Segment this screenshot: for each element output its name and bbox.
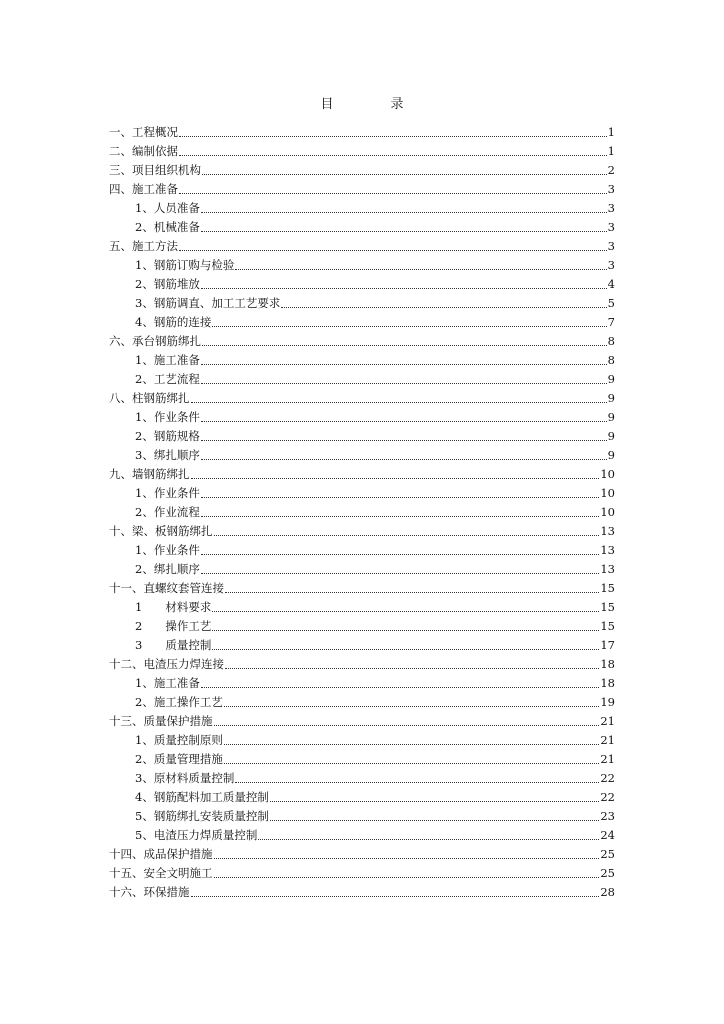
toc-entry[interactable]	[109, 120, 615, 139]
toc-entry-label: 十二、电渣压力焊连接	[109, 657, 224, 671]
toc-subentry[interactable]	[109, 405, 615, 424]
toc-page-number: 24	[600, 828, 615, 842]
toc-page-number: 9	[607, 372, 615, 386]
toc-subentry[interactable]	[109, 633, 615, 652]
toc-entry[interactable]	[109, 709, 615, 728]
dot-leader	[179, 183, 607, 194]
toc-title: 目 录	[320, 97, 426, 112]
dot-leader	[214, 867, 600, 878]
toc-entry-label: 3、钢筋调直、加工工艺要求	[135, 296, 281, 310]
toc-subentry[interactable]	[109, 595, 615, 614]
dot-leader	[201, 677, 600, 688]
toc-entry-label: 4、钢筋配料加工质量控制	[135, 790, 269, 804]
toc-entry-label: 九、墙钢筋绑扎	[109, 467, 190, 481]
toc-subentry[interactable]	[109, 690, 615, 709]
toc-subentry[interactable]	[109, 804, 615, 823]
toc-subentry[interactable]	[109, 823, 615, 842]
toc-page-number: 3	[607, 220, 615, 234]
toc-subentry[interactable]	[109, 785, 615, 804]
toc-entry-label: 1、钢筋订购与检验	[135, 258, 235, 272]
dot-leader	[201, 449, 607, 460]
toc-entry[interactable]	[109, 386, 615, 405]
toc-subentry[interactable]	[109, 671, 615, 690]
dot-leader	[191, 468, 600, 479]
toc-entry[interactable]	[109, 234, 615, 253]
toc-entry[interactable]	[109, 139, 615, 158]
toc-page-number: 10	[600, 467, 615, 481]
toc-page-number: 8	[607, 353, 615, 367]
dot-leader	[201, 354, 607, 365]
toc-page-number: 3	[607, 239, 615, 253]
toc-entry-label: 十六、环保措施	[109, 885, 190, 899]
toc-subentry[interactable]	[109, 747, 615, 766]
toc-entry[interactable]	[109, 158, 615, 177]
toc-subentry[interactable]	[109, 614, 615, 633]
toc-entry[interactable]	[109, 177, 615, 196]
dot-leader	[214, 525, 600, 536]
toc-page-number: 21	[600, 733, 615, 747]
toc-subentry[interactable]	[109, 424, 615, 443]
dot-leader	[201, 506, 600, 517]
toc-page-number: 13	[600, 562, 615, 576]
toc-page-number: 13	[600, 543, 615, 557]
toc-page-number: 18	[600, 657, 615, 671]
toc-entry-label: 2、施工操作工艺	[135, 695, 223, 709]
toc-entry-label: 十四、成品保护措施	[109, 847, 213, 861]
toc-entry-label: 4、钢筋的连接	[135, 315, 212, 329]
toc-entry-label: 一、工程概况	[109, 125, 178, 139]
dot-leader	[201, 544, 600, 555]
toc-page-number: 22	[600, 771, 615, 785]
toc-page-number: 21	[600, 752, 615, 766]
dot-leader	[179, 145, 607, 156]
toc-entry-label: 2、钢筋堆放	[135, 277, 200, 291]
dot-leader	[201, 278, 607, 289]
toc-entry[interactable]	[109, 329, 615, 348]
toc-entry[interactable]	[109, 880, 615, 899]
toc-page-number: 25	[600, 847, 615, 861]
toc-entry-label: 三、项目组织机构	[109, 163, 201, 177]
dot-leader	[212, 639, 599, 650]
toc-page-number: 17	[600, 638, 615, 652]
toc-page-number: 1	[607, 144, 615, 158]
toc-page-number: 7	[607, 315, 615, 329]
toc-entry-label: 1 材料要求	[135, 600, 212, 614]
toc-page-number: 1	[607, 125, 615, 139]
toc-entry-label: 2、工艺流程	[135, 372, 200, 386]
toc-page-number: 3	[607, 258, 615, 272]
toc-entry-label: 四、施工准备	[109, 182, 178, 196]
toc-entry-label: 2 操作工艺	[135, 619, 212, 633]
dot-leader	[201, 430, 607, 441]
toc-entry-label: 5、电渣压力焊质量控制	[135, 828, 258, 842]
dot-leader	[214, 848, 600, 859]
toc-entry-label: 3 质量控制	[135, 638, 212, 652]
toc-page-number: 23	[600, 809, 615, 823]
dot-leader	[179, 126, 607, 137]
dot-leader	[212, 316, 606, 327]
dot-leader	[224, 753, 600, 764]
toc-page-number: 19	[600, 695, 615, 709]
dot-leader	[202, 164, 607, 175]
dot-leader	[281, 297, 606, 308]
toc-page-number: 10	[600, 505, 615, 519]
toc-subentry[interactable]	[109, 253, 615, 272]
toc-entry-label: 1、作业条件	[135, 486, 200, 500]
table-of-contents	[109, 120, 615, 899]
toc-page-number: 15	[600, 581, 615, 595]
dot-leader	[270, 791, 600, 802]
toc-page-number: 21	[600, 714, 615, 728]
toc-entry-label: 十一、直螺纹套管连接	[109, 581, 224, 595]
dot-leader	[214, 715, 600, 726]
dot-leader	[202, 335, 607, 346]
dot-leader	[201, 221, 607, 232]
toc-entry-label: 六、承台钢筋绑扎	[109, 334, 201, 348]
toc-subentry[interactable]	[109, 272, 615, 291]
toc-entry-label: 五、施工方法	[109, 239, 178, 253]
dot-leader	[201, 487, 600, 498]
toc-subentry[interactable]	[109, 310, 615, 329]
toc-subentry[interactable]	[109, 481, 615, 500]
toc-page-number: 28	[600, 885, 615, 899]
toc-subentry[interactable]	[109, 728, 615, 747]
toc-entry-label: 1、人员准备	[135, 201, 200, 215]
toc-page-number: 9	[607, 429, 615, 443]
toc-entry[interactable]	[109, 576, 615, 595]
toc-entry-label: 1、作业条件	[135, 410, 200, 424]
toc-entry-label: 2、钢筋规格	[135, 429, 200, 443]
dot-leader	[270, 810, 600, 821]
toc-page-number: 4	[607, 277, 615, 291]
toc-subentry[interactable]	[109, 557, 615, 576]
toc-page-number: 18	[600, 676, 615, 690]
toc-page-number: 22	[600, 790, 615, 804]
dot-leader	[225, 582, 599, 593]
dot-leader	[224, 734, 600, 745]
toc-subentry[interactable]	[109, 291, 615, 310]
dot-leader	[224, 696, 600, 707]
toc-entry-label: 十五、安全文明施工	[109, 866, 213, 880]
dot-leader	[201, 563, 600, 574]
toc-subentry[interactable]	[109, 367, 615, 386]
toc-entry[interactable]	[109, 842, 615, 861]
toc-entry-label: 1、作业条件	[135, 543, 200, 557]
dot-leader	[235, 772, 599, 783]
dot-leader	[235, 259, 606, 270]
toc-entry-label: 十、梁、板钢筋绑扎	[109, 524, 213, 538]
toc-page-number: 15	[600, 619, 615, 633]
toc-subentry[interactable]	[109, 766, 615, 785]
toc-entry[interactable]	[109, 861, 615, 880]
toc-subentry[interactable]	[109, 500, 615, 519]
toc-page-number: 15	[600, 600, 615, 614]
toc-subentry[interactable]	[109, 215, 615, 234]
toc-subentry[interactable]	[109, 443, 615, 462]
toc-page-number: 9	[607, 448, 615, 462]
toc-entry-label: 3、绑扎顺序	[135, 448, 200, 462]
toc-subentry[interactable]	[109, 196, 615, 215]
toc-entry-label: 1、质量控制原则	[135, 733, 223, 747]
toc-entry-label: 1、施工准备	[135, 676, 200, 690]
toc-entry[interactable]	[109, 519, 615, 538]
toc-entry-label: 2、机械准备	[135, 220, 200, 234]
toc-page-number: 8	[607, 334, 615, 348]
toc-page-number: 10	[600, 486, 615, 500]
dot-leader	[212, 601, 599, 612]
toc-page-number: 3	[607, 182, 615, 196]
toc-page-number: 3	[607, 201, 615, 215]
toc-entry[interactable]	[109, 462, 615, 481]
toc-entry-label: 1、施工准备	[135, 353, 200, 367]
toc-subentry[interactable]	[109, 538, 615, 557]
dot-leader	[201, 411, 607, 422]
toc-entry-label: 2、绑扎顺序	[135, 562, 200, 576]
toc-entry-label: 2、作业流程	[135, 505, 200, 519]
dot-leader	[179, 240, 607, 251]
dot-leader	[225, 658, 599, 669]
toc-page-number: 25	[600, 866, 615, 880]
toc-entry-label: 3、原材料质量控制	[135, 771, 235, 785]
toc-page-number: 5	[607, 296, 615, 310]
toc-page-number: 9	[607, 410, 615, 424]
toc-entry[interactable]	[109, 652, 615, 671]
toc-entry-label: 5、钢筋绑扎安装质量控制	[135, 809, 269, 823]
dot-leader	[201, 373, 607, 384]
toc-entry-label: 十三、质量保护措施	[109, 714, 213, 728]
toc-entry-label: 2、质量管理措施	[135, 752, 223, 766]
toc-page-number: 9	[607, 391, 615, 405]
dot-leader	[258, 829, 599, 840]
dot-leader	[191, 886, 600, 897]
toc-subentry[interactable]	[109, 348, 615, 367]
toc-page-number: 2	[607, 163, 615, 177]
dot-leader	[201, 202, 607, 213]
dot-leader	[191, 392, 607, 403]
dot-leader	[212, 620, 599, 631]
toc-entry-label: 八、柱钢筋绑扎	[109, 391, 190, 405]
toc-entry-label: 二、编制依据	[109, 144, 178, 158]
toc-page-number: 13	[600, 524, 615, 538]
